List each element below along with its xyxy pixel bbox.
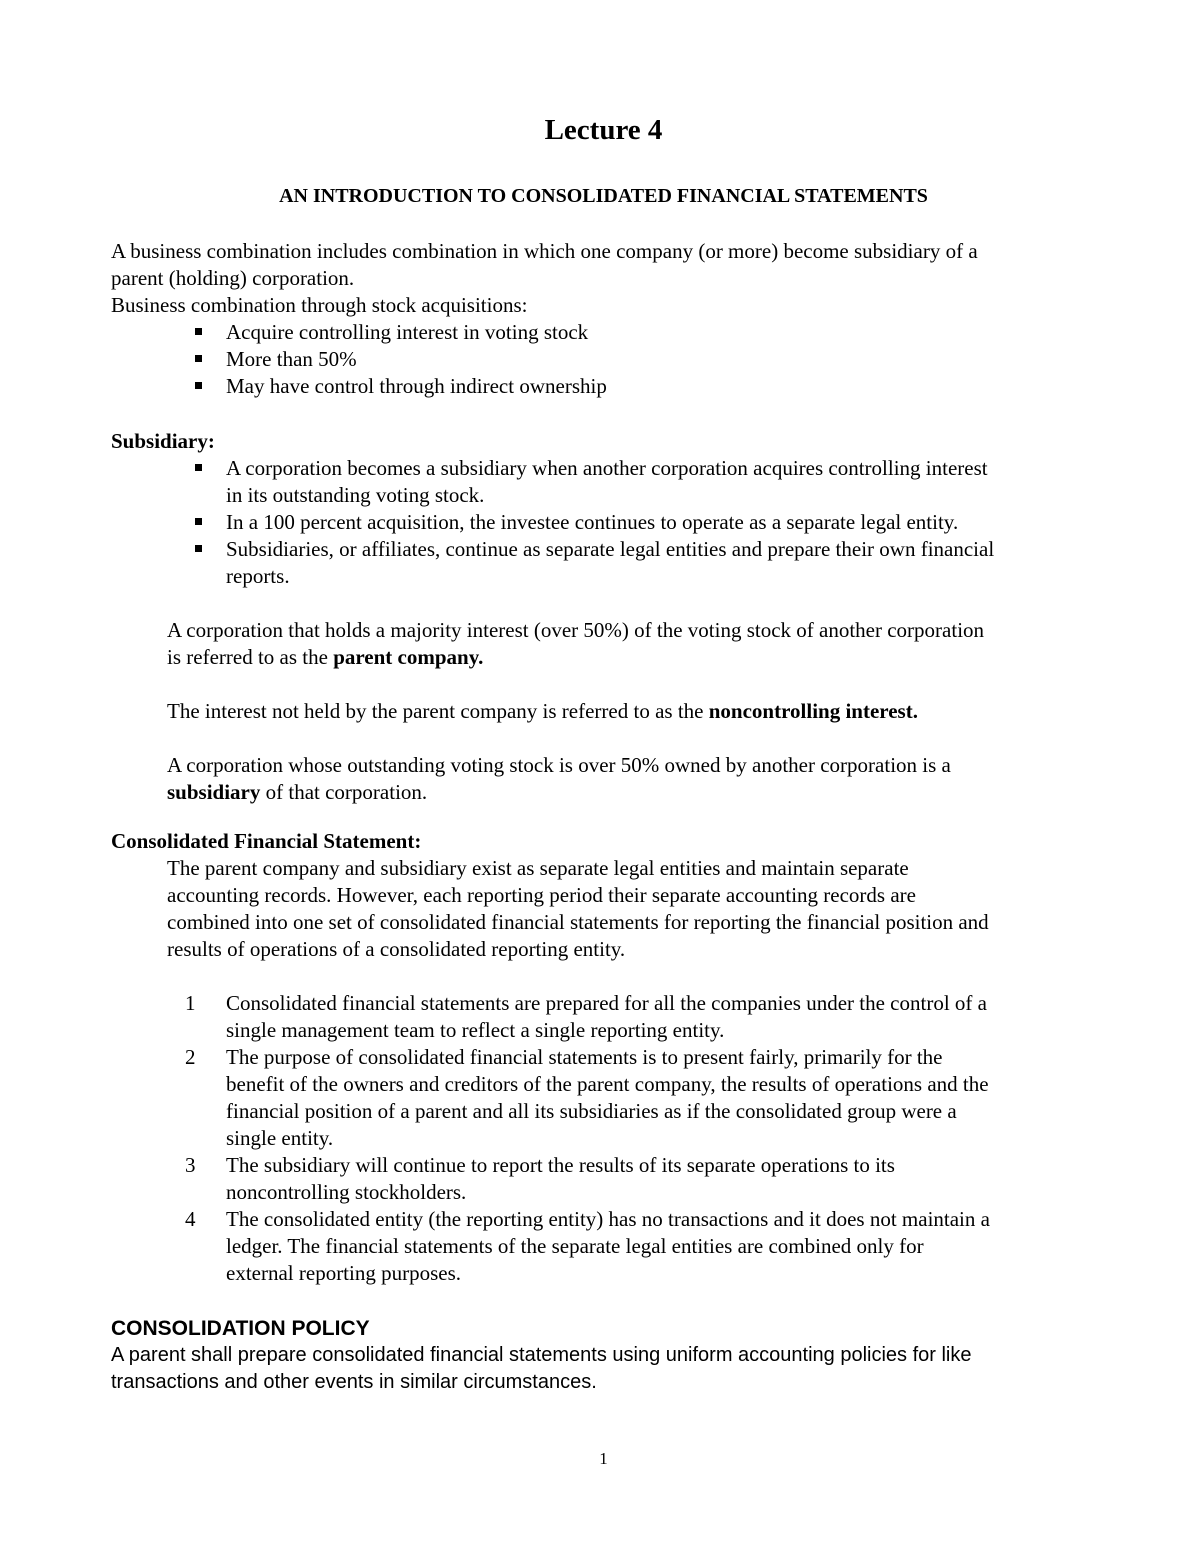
item-line: external reporting purposes. <box>226 1261 462 1285</box>
item-line: single management team to reflect a single reporting entity. <box>226 1018 725 1042</box>
item-number: 4 <box>185 1207 196 1231</box>
paragraph-line: The parent company and subsidiary exist as separate legal entities and maintain separate <box>167 856 909 880</box>
parent-company-paragraph <box>111 617 1096 671</box>
bullet-item <box>111 509 1096 536</box>
item-line: financial position of a parent and all its subsidiaries as if the consolidated group were a <box>226 1099 957 1123</box>
consolidated-paragraph <box>111 855 1096 963</box>
policy-section <box>111 1315 1096 1396</box>
square-bullet-icon <box>195 518 202 525</box>
list-item <box>111 1152 1096 1206</box>
bullet-text: Acquire controlling interest in voting stock <box>226 320 589 344</box>
item-line: The purpose of consolidated financial statements is to present fairly, primarily for the <box>226 1045 943 1069</box>
numbered-list <box>111 990 1096 1287</box>
bullet-item <box>111 373 1096 400</box>
intro-section <box>111 238 1096 400</box>
square-bullet-icon <box>195 328 202 335</box>
paragraph-line: combined into one set of consolidated financial statements for reporting the financial position and <box>167 910 989 934</box>
square-bullet-icon <box>195 545 202 552</box>
list-item <box>111 1206 1096 1287</box>
paragraph-text: The interest not held by the parent company is referred to as the <box>167 699 709 723</box>
paragraph-text: is referred to as the <box>167 645 334 669</box>
bullet-text: May have control through indirect ownership <box>226 374 607 398</box>
subsidiary-paragraph <box>111 752 1096 806</box>
bullet-item <box>111 319 1096 346</box>
square-bullet-icon <box>195 382 202 389</box>
page-number: 1 <box>599 1449 608 1468</box>
section-heading: CONSOLIDATION POLICY <box>111 1317 370 1340</box>
paragraph-line: A corporation whose outstanding voting stock is over 50% owned by another corporation is a <box>167 753 951 777</box>
bullet-item <box>111 536 1096 590</box>
intro-line: Business combination through stock acquisitions: <box>111 293 528 317</box>
item-line: Consolidated financial statements are prepared for all the companies under the control of a <box>226 991 987 1015</box>
term-parent-company: parent company. <box>333 645 484 669</box>
bullet-text: In a 100 percent acquisition, the investee continues to operate as a separate legal entity. <box>226 510 959 534</box>
paragraph-line: results of operations of a consolidated reporting entity. <box>167 937 626 961</box>
paragraph-line: A corporation that holds a majority interest (over 50%) of the voting stock of another corporation <box>167 618 985 642</box>
item-line: single entity. <box>226 1126 334 1150</box>
bullet-text: Subsidiaries, or affiliates, continue as separate legal entities and prepare their own financial <box>226 537 995 561</box>
bullet-text: in its outstanding voting stock. <box>226 483 485 507</box>
noncontrolling-paragraph <box>111 698 1096 725</box>
square-bullet-icon <box>195 355 202 362</box>
paragraph-text: of that corporation. <box>260 780 428 804</box>
bullet-text: More than 50% <box>226 347 357 371</box>
list-item <box>111 990 1096 1044</box>
intro-line: parent (holding) corporation. <box>111 266 355 290</box>
intro-line: A business combination includes combination in which one company (or more) become subsidiary of a <box>111 239 978 263</box>
item-number: 2 <box>185 1045 196 1069</box>
item-line: ledger. The financial statements of the separate legal entities are combined only for <box>226 1234 924 1258</box>
section-heading: Consolidated Financial Statement: <box>111 829 422 853</box>
term-noncontrolling-interest: noncontrolling interest. <box>708 699 918 723</box>
item-line: noncontrolling stockholders. <box>226 1180 467 1204</box>
item-number: 3 <box>185 1153 196 1177</box>
subsidiary-section <box>111 428 1096 806</box>
consolidated-section <box>111 828 1096 1287</box>
item-line: The consolidated entity (the reporting entity) has no transactions and it does not maintain a <box>226 1207 990 1231</box>
square-bullet-icon <box>195 464 202 471</box>
bullet-text: reports. <box>226 564 290 588</box>
page-subtitle: AN INTRODUCTION TO CONSOLIDATED FINANCIAL STATEMENTS <box>279 185 928 207</box>
bullet-text: A corporation becomes a subsidiary when another corporation acquires controlling interest <box>226 456 988 480</box>
section-heading: Subsidiary: <box>111 429 215 453</box>
term-subsidiary: subsidiary <box>167 780 261 804</box>
list-item <box>111 1044 1096 1152</box>
policy-line: A parent shall prepare consolidated financial statements using uniform accounting policies for like <box>111 1344 972 1366</box>
item-line: The subsidiary will continue to report the results of its separate operations to its <box>226 1153 895 1177</box>
paragraph-line: accounting records. However, each reporting period their separate accounting records are <box>167 883 916 907</box>
bullet-item <box>111 455 1096 509</box>
item-number: 1 <box>185 991 196 1015</box>
policy-line: transactions and other events in similar circumstances. <box>111 1371 597 1393</box>
page-title: Lecture 4 <box>544 114 663 146</box>
bullet-item <box>111 346 1096 373</box>
item-line: benefit of the owners and creditors of the parent company, the results of operations and the <box>226 1072 989 1096</box>
